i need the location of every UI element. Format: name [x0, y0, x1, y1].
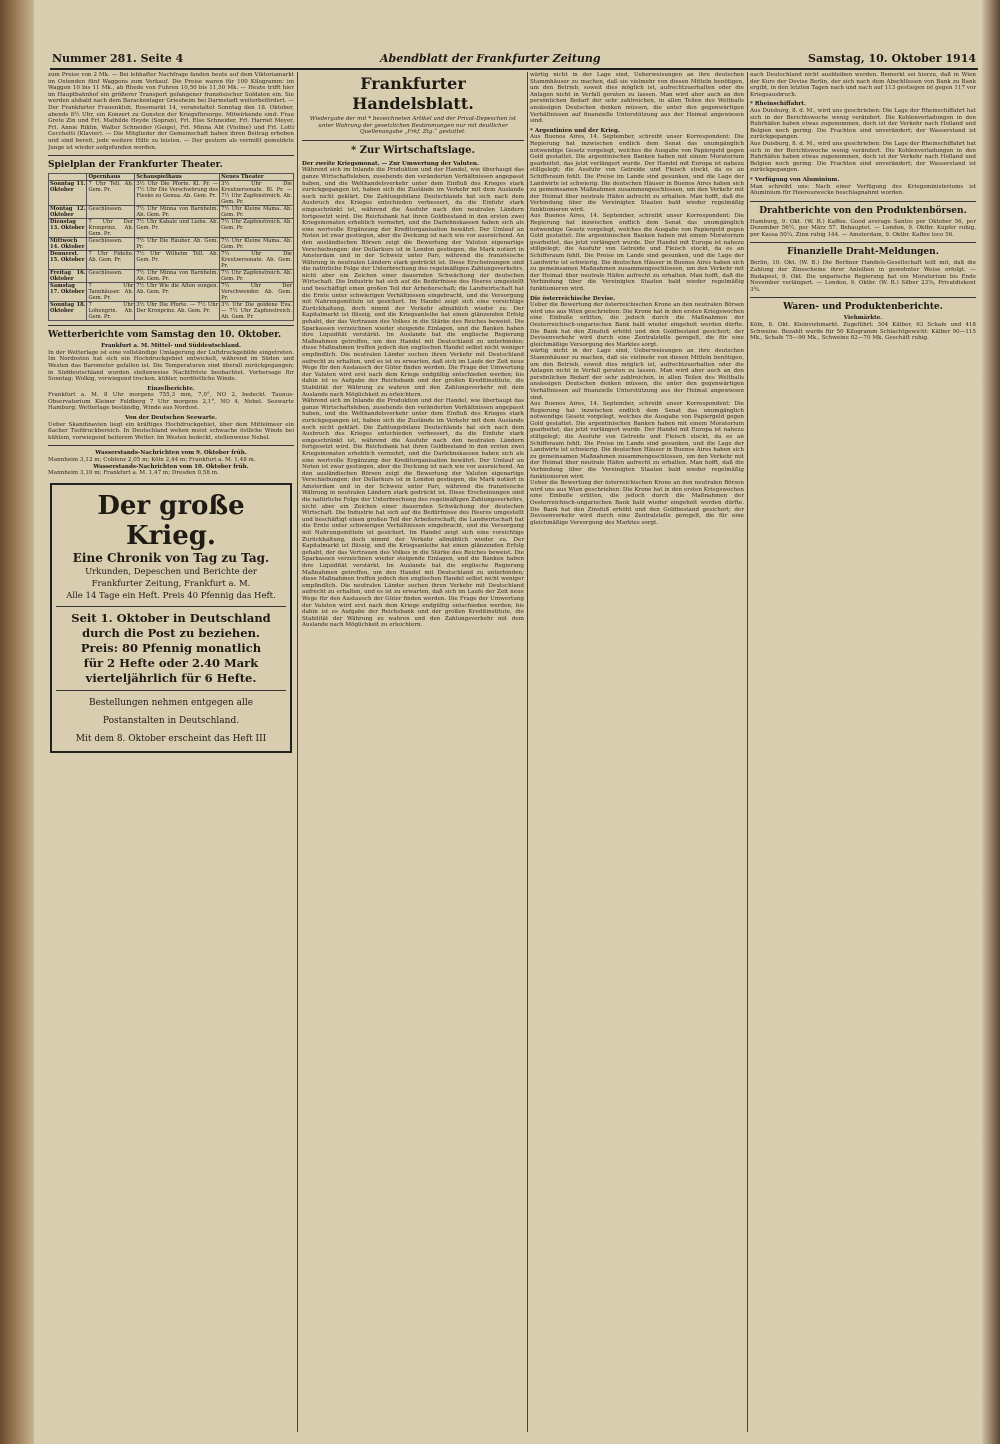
ad-highlight: Seit 1. Oktober in Deutschland	[71, 610, 271, 625]
advertisement-box	[50, 483, 292, 753]
table-cell: Geschlossen.	[87, 238, 135, 251]
article-body: Während sich im Inlande die Produktion und der Handel, wie überhaupt das ganze Wirtschaftsleben, zusehends den veränderten Verhältnissen angepasst haben, und die Welthandelsverkehr unter dem Einfluß des Krieges stark zurückgegangen ist, haben sich die Zustände im Verkehr mit dem Auslande noch nicht geklärt. Die Zahlungsbilanz Deutschlands hat sich nach dem Ausbruch des Krieges entschieden verbessert, da die Einfuhr stark eingeschränkt ist, während die Ausfuhr nach den neutralen Ländern fortgesetzt wird. Die Reichsbank hat ihren Goldbestand in den ersten zwei Kriegsmonaten erheblich vermehrt, und die Darlehnskassen haben sich als eine wertvolle Ergänzung der Kreditorganisation bewährt. Der Umlauf an Noten ist zwar gestiegen, aber die Deckung ist nach wie vor ausreichend. An den ausländischen Börsen zeigt die Bewertung der Valuten eigenartige Verschiebungen: der Dollarkurs ist in London gestiegen, die Mark notiert in Amsterdam und in der Schweiz unter Pari, während die französische Währung in neutralen Ländern stark gedrückt ist. Diese Erscheinungen sind die natürliche Folge der Unterbrechung des regelmäßigen Zahlungsverkehrs, nicht aber ein Zeichen einer dauernden Schwächung der deutschen Wirtschaft. Die Industrie hat sich auf die Bedürfnisse des Heeres umgestellt und beschäftigt einen großen Teil der Arbeiterschaft; die Landwirtschaft hat die Ernte unter schwierigen Verhältnissen eingebracht, und die Versorgung mit Nahrungsmitteln ist gesichert. Im Handel zeigt sich eine vorsichtige Zurückhaltung, doch nimmt der Verkehr allmählich wieder zu. Der Kapitalmarkt ist flüssig, und die Kriegsanleihe hat einen glänzenden Erfolg gehabt, der das Vertrauen des Volkes in die Stärke des Reiches beweist. Die Sparkassen verzeichnen wieder steigende Einlagen, und die Banken haben ihre Liquidität verstärkt. Im Auslande hat die englische Regierung Maßnahmen getroffen, um den Handel mit Deutschland zu unterbinden; diese Maßnahmen treffen jedoch den englischen Handel selbst nicht weniger empfindlich. Die neutralen Länder suchen ihren Verkehr mit Deutschland aufrecht zu erhalten, und es ist zu erwarten, daß sich im Laufe der Zeit neue Wege für den Austausch der Güter finden werden. Die Frage der Umwertung der Valuten wird erst nach dem Kriege endgültig entschieden werden; bis dahin ist es Aufgabe der Reichsbank und der großen Kreditinstitute, die Stabilität der Währung zu wahren und den Zahlungsverkehr mit dem Auslande nach Möglichkeit zu erleichtern.	[302, 167, 524, 398]
ad-highlight: Preis: 80 Pfennig monatlich	[80, 640, 262, 655]
theater-heading: Spielplan der Frankfurter Theater.	[48, 160, 223, 171]
table-cell: Sonntag 11. Oktober	[49, 181, 87, 206]
table-row	[49, 206, 294, 219]
page-edge	[982, 0, 1000, 1444]
table-cell: 7½ Uhr Die Räuber. Ab. Gem. Pr.	[136, 238, 219, 251]
article-body: wärtig nicht in der Lage sind, Ueberweisungen an ihre deutschen Stammhäuser zu machen, daß sie vielmehr von diesen Mitteln benötigen, um den Betrieb, soweit dies möglich ist, aufrechtzuerhalten oder die Anlagen nicht in Verfall geraten zu lassen. Man wird aber auch an den persönlichen Bedarf der sehr zahlreichen, in allen Teilen des Weltballs ansässigen Deutschen denken müssen, die unter den gegenwärtigen Verhältnissen auf finanzielle Unterstützung aus der Heimat angewiesen sind.	[530, 72, 744, 125]
weather-subheading: Frankfurt a. M. Mittel- und Süddeutschland.	[101, 343, 241, 350]
table-cell: 7 Uhr Tannhäuser. Ab. Gem. Pr.	[88, 283, 134, 302]
single-reports-heading: Einzelberichte.	[147, 385, 195, 392]
table-cell: 7½ Uhr Zapfenstreich. Ab. Gem. Pr.	[221, 270, 292, 283]
column-1	[48, 72, 294, 1432]
section-heading: Finanzielle Draht-Meldungen.	[787, 247, 939, 258]
issue-date: Samstag, 10. Oktober 1914	[808, 52, 976, 65]
table-cell: 7½ Uhr Kleine Mama. Ab. Gem. Pr.	[221, 238, 292, 251]
article-body-continued: Ueber die Bewertung der österreichischen Krone an den neutralen Börsen wird uns aus Wien geschrieben: Die Krone hat in den ersten Kriegswochen eine Einbuße erlitten, die jedoch durch die Maßnahmen der Oesterreichisch-ungarischen Bank bald wieder eingeholt werden dürfte. Die Bank hat den Zinsfuß erhöht und den Goldbestand gesichert; der Devisenverkehr wird durch eine Zentralstelle geregelt, die für eine gleichmäßige Versorgung des Marktes sorgt.	[530, 480, 744, 526]
ad-highlight: für 2 Hefte oder 2.40 Mark	[83, 655, 259, 670]
table-cell: Geschlossen.	[87, 270, 135, 283]
article-heading: * Zur Wirtschaftslage.	[351, 144, 475, 156]
ad-line: Frankfurter Zeitung, Frankfurt a. M.	[91, 578, 251, 589]
column-4	[750, 72, 976, 1432]
water-level-heading-2: Wasserstands-Nachrichten vom 10. Oktober früh.	[93, 463, 249, 470]
table-row	[49, 283, 294, 302]
article-body: Man schreibt uns: Nach einer Verfügung des Kriegsministeriums ist Aluminium für Heereszwecke beschlagnahmt worden.	[750, 183, 976, 197]
table-header-cell: Opernhaus	[87, 174, 135, 181]
article-body-continued: wärtig nicht in der Lage sind, Ueberweisungen an ihre deutschen Stammhäuser zu machen, daß sie vielmehr von diesen Mitteln benötigen, um den Betrieb, soweit dies möglich ist, aufrechtzuerhalten oder die Anlagen nicht in Verfall geraten zu lassen. Man wird aber auch an den persönlichen Bedarf der sehr zahlreichen, in allen Teilen des Weltballs ansässigen Deutschen denken müssen, die unter den gegenwärtigen Verhältnissen auf finanzielle Unterstützung aus der Heimat angewiesen sind.	[530, 348, 744, 401]
table-header-row	[49, 174, 294, 181]
article-body: nach Deutschland nicht ausbleiben werden. Bemerkt sei hierzu, daß in Wien der Kurs der Devise Berlin, der sich nach dem Abschlüssen von Bank zu Bank ergibt, in den letzten Tagen nach und nach auf 113 gestiegen ist gegen 117 vor Kriegsausbruch.	[750, 72, 976, 98]
table-row	[49, 302, 294, 321]
divider	[48, 155, 294, 156]
seewarte-heading: Von der Deutschen Seewarte.	[125, 415, 217, 422]
article-body-continued: Aus Duisburg, 8. d. M., wird uns geschrieben: Die Lage der Rheinschiffahrt hat sich in der Berichtswoche wenig verändert. Die Kohlenverladungen in den Ruhrhäfen haben etwas zugenommen, doch ist der Verkehr nach Holland und Belgien noch gering. Die Frachten sind unverändert; der Wasserstand ist zurückgegangen.	[750, 140, 976, 174]
divider	[48, 445, 294, 446]
article-body: Aus Duisburg, 8. d. M., wird uns geschrieben: Die Lage der Rheinschiffahrt hat sich in der Berichtswoche wenig verändert. Die Kohlenverladungen in den Ruhrhäfen haben etwas zugenommen, doch ist der Verkehr nach Holland und Belgien noch gering. Die Frachten sind unverändert; der Wasserstand ist zurückgegangen.	[750, 107, 976, 141]
article-body: Aus Buenos Aires, 14. September, schreibt unser Korrespondent: Die Regierung hat inzwischen endlich dem Senat das unumgänglich notwendige Gesetz vorgelegt, welches die Ausgabe von Papiergeld gegen Gold gestattet. Die argentinischen Banken haben mit einem Moratorium gearbeitet, das jetzt verlängert wurde. Der Handel mit Europa ist nahezu stillgelegt; die Ausfuhr von Getreide und Fleisch stockt, da es an Schiffsraum fehlt. Die Preise im Lande sind gesunken, und die Lage der Landwirte ist schwierig. Die deutschen Häuser in Buenos Aires haben sich zu gemeinsamen Maßnahmen zusammengeschlossen, um den Verkehr mit der Heimat über neutrale Häfen aufrecht zu erhalten. Man hofft, daß die Verbindung über die Vereinigten Staaten bald wieder regelmäßig funktionieren wird.	[530, 134, 744, 213]
local-news: zum Preise von 2 Mk. — Bei lebhafter Nachfrage fanden heute auf dem Viktoriamarkt im Ostenden fünf Waggons zum Verkauf. Die Preise waren für 100 Kilogramm: im Waggon 10 bis 11 Mk., ab Rhede von Fuhren 10,50 bis 11,50 Mk. — Heute trifft hier im Hauptbahnhof ein größerer Transport gefangener französischer Soldaten ein. Sie werden alsbald nach dem Barackenlager Griesheim bei Darmstadt weiterbefördert. — Der Frankfurter Frauenklub, Rossmarkt 14, veranstaltet Sonntag den 18. Oktober, abends 8½ Uhr, ein Konzert zu Gunsten der Kriegsfürsorge. Mitwirkende sind: Frau Grete Zin und Frl. Mathilde Heyde (Sopran), Frl. Else Schneider, Frl. Harriet Meyer, Frl. Annie Riklin, Walter Schneider (Geige), Frl. Minna Abt (Violine) und Frl. Lotti Cecchetti (Klavier). — Die Mitglieder der Gemeinschaft haben ihren Beitrag erhoben und sind bereit, jede weitere Hilfe zu leisten. — Der gestern als vermißt gemeldete Junge ist wieder aufgefunden worden.	[48, 72, 294, 151]
table-cell: 7½ Uhr Kleine Mama. Ab. Gem. Pr.	[221, 206, 292, 219]
table-cell: Montag 12. Oktober	[50, 206, 86, 219]
table-cell: 7½ Uhr Die Kreutzersonate. Ab. Gem. Pr.	[221, 251, 292, 270]
table-cell: 7 Uhr Tell. Ab. Gem. Pr.	[87, 181, 135, 206]
table-header-cell	[49, 174, 87, 181]
table-cell: 7½ Uhr Wilhelm Tell. Ab. Gem. Pr.	[135, 251, 220, 270]
table-cell: Donnerst. 15. Oktober	[49, 251, 87, 270]
article-heading: * Verfügung von Aluminium.	[750, 176, 840, 183]
column-rule	[527, 72, 528, 1432]
column-rule	[747, 72, 748, 1432]
page-number: Nummer 281. Seite 4	[52, 52, 184, 65]
ad-highlight: durch die Post zu beziehen.	[82, 625, 260, 640]
ad-highlight: vierteljährlich für 6 Hefte.	[85, 670, 257, 685]
divider	[48, 325, 294, 326]
column-rule	[297, 72, 298, 1432]
article-heading: Die österreichische Devise.	[530, 295, 616, 302]
table-row	[49, 251, 294, 270]
table-cell: 7½ Uhr Der Verschwender. Ab. Gem. Pr.	[221, 283, 292, 302]
column-3	[530, 72, 744, 1432]
article-body-continued: Aus Buenos Aires, 14. September, schreibt unser Korrespondent: Die Regierung hat inzwischen endlich dem Senat das unumgänglich notwendige Gesetz vorgelegt, welches die Ausgabe von Papiergeld gegen Gold gestattet. Die argentinischen Banken haben mit einem Moratorium gearbeitet, das jetzt verlängert wurde. Der Handel mit Europa ist nahezu stillgelegt; die Ausfuhr von Getreide und Fleisch stockt, da es an Schiffsraum fehlt. Die Preise im Lande sind gesunken, und die Lage der Landwirte ist schwierig. Die deutschen Häuser in Buenos Aires haben sich zu gemeinsamen Maßnahmen zusammengeschlossen, um den Verkehr mit der Heimat über neutrale Häfen aufrecht zu erhalten. Man hofft, daß die Verbindung über die Vereinigten Staaten bald wieder regelmäßig funktionieren wird.	[530, 213, 744, 292]
table-cell: 7 Uhr Der Kronprinz. Ab. Gem. Pr.	[88, 219, 134, 238]
book-binding	[0, 0, 34, 1444]
section-heading: Drahtberichte von den Produktenbörsen.	[759, 205, 967, 216]
ad-line: Urkunden, Depeschen und Berichte der	[85, 566, 257, 577]
table-cell: Freitag 16. Oktober	[50, 270, 86, 283]
table-cell: 3½ Uhr Die Pforte. Kl. Pr. — 7½ Uhr Die Verschwörung des Fiesko zu Genua. Ab. Gem. Pr.	[135, 181, 220, 206]
column-2	[302, 72, 524, 1432]
table-cell: 7½ Uhr Wie die Alten sungen. Ab. Gem. Pr.	[135, 283, 220, 302]
table-cell: Dienstag 13. Oktober	[49, 219, 87, 238]
table-row	[49, 219, 294, 238]
ad-footer: Bestellungen nehmen entgegen alle	[88, 697, 254, 708]
table-cell: 7½ Uhr Minna von Barnhelm. Ab. Gem. Pr.	[136, 206, 219, 219]
ad-footer: Postanstalten in Deutschland.	[102, 715, 240, 726]
table-cell: 3½ Uhr Die goldene Eva. — 7½ Uhr Zapfenstreich. Ab. Gem. Pr.	[221, 302, 292, 321]
water-level-text: Mannheim 3,12 m; Coblenz 2,05 m; Köln 2,44 m; Frankfurt a. M. 1,48 m.	[48, 457, 256, 464]
article-heading: * Rheinschiffahrt.	[750, 101, 806, 108]
theater-table	[48, 173, 294, 321]
divider	[750, 297, 976, 298]
table-header-cell: Schauspielhaus	[135, 174, 220, 181]
article-body-continued: Während sich im Inlande die Produktion und der Handel, wie überhaupt das ganze Wirtschaftsleben, zusehends den veränderten Verhältnissen angepasst haben, und die Welthandelsverkehr unter dem Einfluß des Krieges stark zurückgegangen ist, haben sich die Zustände im Verkehr mit dem Auslande noch nicht geklärt. Die Zahlungsbilanz Deutschlands hat sich nach dem Ausbruch des Krieges entschieden verbessert, da die Einfuhr stark eingeschränkt ist, während die Ausfuhr nach den neutralen Ländern fortgesetzt wird. Die Reichsbank hat ihren Goldbestand in den ersten zwei Kriegsmonaten erheblich vermehrt, und die Darlehnskassen haben sich als eine wertvolle Ergänzung der Kreditorganisation bewährt. Der Umlauf an Noten ist zwar gestiegen, aber die Deckung ist nach wie vor ausreichend. An den ausländischen Börsen zeigt die Bewertung der Valuten eigenartige Verschiebungen: der Dollarkurs ist in London gestiegen, die Mark notiert in Amsterdam und in der Schweiz unter Pari, während die französische Währung in neutralen Ländern stark gedrückt ist. Diese Erscheinungen sind die natürliche Folge der Unterbrechung des regelmäßigen Zahlungsverkehrs, nicht aber ein Zeichen einer dauernden Schwächung der deutschen Wirtschaft. Die Industrie hat sich auf die Bedürfnisse des Heeres umgestellt und beschäftigt einen großen Teil der Arbeiterschaft; die Landwirtschaft hat die Ernte unter schwierigen Verhältnissen eingebracht, und die Versorgung mit Nahrungsmitteln ist gesichert. Im Handel zeigt sich eine vorsichtige Zurückhaltung, doch nimmt der Verkehr allmählich wieder zu. Der Kapitalmarkt ist flüssig, und die Kriegsanleihe hat einen glänzenden Erfolg gehabt, der das Vertrauen des Volkes in die Stärke des Reiches beweist. Die Sparkassen verzeichnen wieder steigende Einlagen, und die Banken haben ihre Liquidität verstärkt. Im Auslande hat die englische Regierung Maßnahmen getroffen, um den Handel mit Deutschland zu unterbinden; diese Maßnahmen treffen jedoch den englischen Handel selbst nicht weniger empfindlich. Die neutralen Länder suchen ihren Verkehr mit Deutschland aufrecht zu erhalten, und es ist zu erwarten, daß sich im Laufe der Zeit neue Wege für den Austausch der Güter finden werden. Die Frage der Umwertung der Valuten wird erst nach dem Kriege endgültig entschieden werden; bis dahin ist es Aufgabe der Reichsbank und der großen Kreditinstitute, die Stabilität der Währung zu wahren und den Zahlungsverkehr mit dem Auslande nach Möglichkeit zu erleichtern.	[302, 398, 524, 629]
article-body: Hamburg, 9. Okt. (W. B.) Kaffee. Good average Santos per Oktober 56, per Dezember 56½, per März 57. Behauptet. — London, 9. Oktbr. Kupfer ruhig, per Kassa 50¼, Zinn ruhig 144. — Amsterdam, 9. Oktbr. Kaffee loco 56.	[750, 218, 976, 238]
divider	[750, 242, 976, 243]
table-row	[49, 270, 294, 283]
table-cell: 3½ Uhr Die Kreutzersonate. Bl. Pr. — 7½ Uhr Zapfenstreich. Ab. Gem. Pr.	[221, 181, 292, 206]
table-header-cell: Neues Theater	[220, 174, 294, 181]
divider	[302, 140, 524, 141]
article-body: Köln, 8. Okt. Kleinviehmarkt. Zugeführt: 304 Kälber, 63 Schafe und 418 Schweine. Bezahlt wurde für 50 Kilogramm Schlachtgewicht: Kälber 90—115 Mk., Schafe 75—90 Mk., Schweine 62—70 Mk. Geschäft ruhig.	[750, 322, 976, 342]
table-row	[49, 181, 294, 206]
table-cell: 7½ Uhr Minna von Barnhelm. Ab. Gem. Pr.	[136, 270, 219, 283]
water-level-heading: Wasserstands-Nachrichten vom 9. Oktober früh.	[95, 450, 247, 457]
reprint-notice: Wiedergabe der mit * bezeichneten Artikel und der Privat-Depeschen ist unter Wahrung der gesetzlichen Bestimmungen nur mit deutlicher Quellenangabe „Frkf. Ztg.“ gestattet.	[309, 116, 517, 136]
table-cell: 7 Uhr Lohengrin. Ab. Gem. Pr.	[88, 302, 134, 321]
table-cell: 7½ Uhr Zapfenstreich. Ab. Gem. Pr.	[220, 219, 294, 238]
ad-line: Alle 14 Tage ein Heft. Preis 40 Pfennig das Heft.	[66, 590, 276, 601]
masthead	[50, 48, 978, 70]
subsection-heading: Viehmärkte.	[843, 315, 883, 322]
table-cell: 7½ Uhr Kabale und Liebe. Ab. Gem. Pr.	[135, 219, 220, 238]
newspaper-name: Abendblatt der Frankfurter Zeitung	[380, 52, 601, 65]
article-lead: Der zweite Kriegsmonat. — Zur Umwertung der Valuten.	[302, 160, 479, 167]
seewarte-text: Ueber Skandinavien liegt ein kräftiges Hochdruckgebiet, über dem Mittelmeer ein flacher Tiefdruckbereich. In Deutschland wehen meist schwache östliche Winde bei kühlem, vorwiegend heiterem Wetter. Im Westen bedeckt, stellenweise Nebel.	[48, 421, 294, 441]
article-body-continued: Aus Buenos Aires, 14. September, schreibt unser Korrespondent: Die Regierung hat inzwischen endlich dem Senat das unumgänglich notwendige Gesetz vorgelegt, welches die Ausgabe von Papiergeld gegen Gold gestattet. Die argentinischen Banken haben mit einem Moratorium gearbeitet, das jetzt verlängert wurde. Der Handel mit Europa ist nahezu stillgelegt; die Ausfuhr von Getreide und Fleisch stockt, da es an Schiffsraum fehlt. Die Preise im Lande sind gesunken, und die Lage der Landwirte ist schwierig. Die deutschen Häuser in Buenos Aires haben sich zu gemeinsamen Maßnahmen zusammengeschlossen, um den Verkehr mit der Heimat über neutrale Häfen aufrecht zu erhalten. Man hofft, daß die Verbindung über die Vereinigten Staaten bald wieder regelmäßig funktionieren wird.	[530, 401, 744, 480]
ad-subtitle: Eine Chronik von Tag zu Tag.	[72, 550, 270, 565]
table-cell: Sonntag 18. Oktober	[49, 302, 87, 321]
article-body: Berlin, 10. Okt. (W. B.) Die Berliner Handels-Gesellschaft teilt mit, daß die Zahlung der Zinsscheine ihrer Anleihen in gewohnter Weise erfolgt. — Budapest, 9. Okt. Die ungarische Regierung hat ein Moratorium bis Ende November verlängert. — London, 9. Oktbr. (W. B.) Silber 23⅞, Privatdiskont 3¾.	[750, 260, 976, 293]
table-cell: Samstag 17. Oktober	[49, 283, 87, 302]
section-title: Frankfurter Handelsblatt.	[352, 74, 474, 113]
ad-title: Der große Krieg.	[97, 490, 245, 551]
divider	[750, 201, 976, 202]
table-cell: Geschlossen.	[87, 206, 135, 219]
ad-footer: Mit dem 8. Oktober erscheint das Heft III	[75, 733, 267, 744]
table-cell: 7 Uhr Fidelio. Ab. Gem. Pr.	[87, 251, 135, 270]
table-cell: 3½ Uhr Die Pforte. — 7½ Uhr Der Kronprinz. Ab. Gem. Pr.	[135, 302, 220, 321]
single-reports-text: Frankfurt a. M. 8 Uhr morgens 755,3 mm, 7,0°, NO 2, bedeckt. Taunus-Observatorium Kleiner Feldberg 7 Uhr morgens 2,1°, NO 4, Nebel. Seewarte Hamburg: Wetterlage beständig, Winde aus Nordost.	[48, 392, 294, 412]
divider	[56, 606, 286, 607]
section-heading: Waren- und Produktenberichte.	[783, 302, 943, 313]
article-body: Ueber die Bewertung der österreichischen Krone an den neutralen Börsen wird uns aus Wien geschrieben: Die Krone hat in den ersten Kriegswochen eine Einbuße erlitten, die jedoch durch die Maßnahmen der Oesterreichisch-ungarischen Bank bald wieder eingeholt werden dürfte. Die Bank hat den Zinsfuß erhöht und den Goldbestand gesichert; der Devisenverkehr wird durch eine Zentralstelle geregelt, die für eine gleichmäßige Versorgung des Marktes sorgt.	[530, 302, 744, 348]
table-cell: Mittwoch 14. Oktober	[49, 238, 87, 251]
divider	[56, 690, 286, 691]
weather-heading: Wetterberichte vom Samstag den 10. Oktober.	[48, 330, 282, 341]
weather-text: In der Wetterlage ist eine vollständige Umlagerung der Luftdruckgebilde eingetreten. Im Nordosten hat sich ein Hochdruckgebiet entwickelt, während im Süden und Westen das Barometer gefallen ist. Die Temperaturen sind überall zurückgegangen; in Süddeutschland wurden stellenweise Nachtfröste beobachtet. Vorhersage für Sonntag: Wolkig, vorwiegend trocken, kühler, nordöstliche Winde.	[48, 349, 294, 383]
article-heading: * Argentinien und der Krieg.	[530, 127, 620, 134]
table-row	[49, 238, 294, 251]
water-level-text-2: Mannheim 3,10 m; Frankfurt a. M. 1,47 m; Dresden 0,58 m.	[48, 470, 219, 477]
